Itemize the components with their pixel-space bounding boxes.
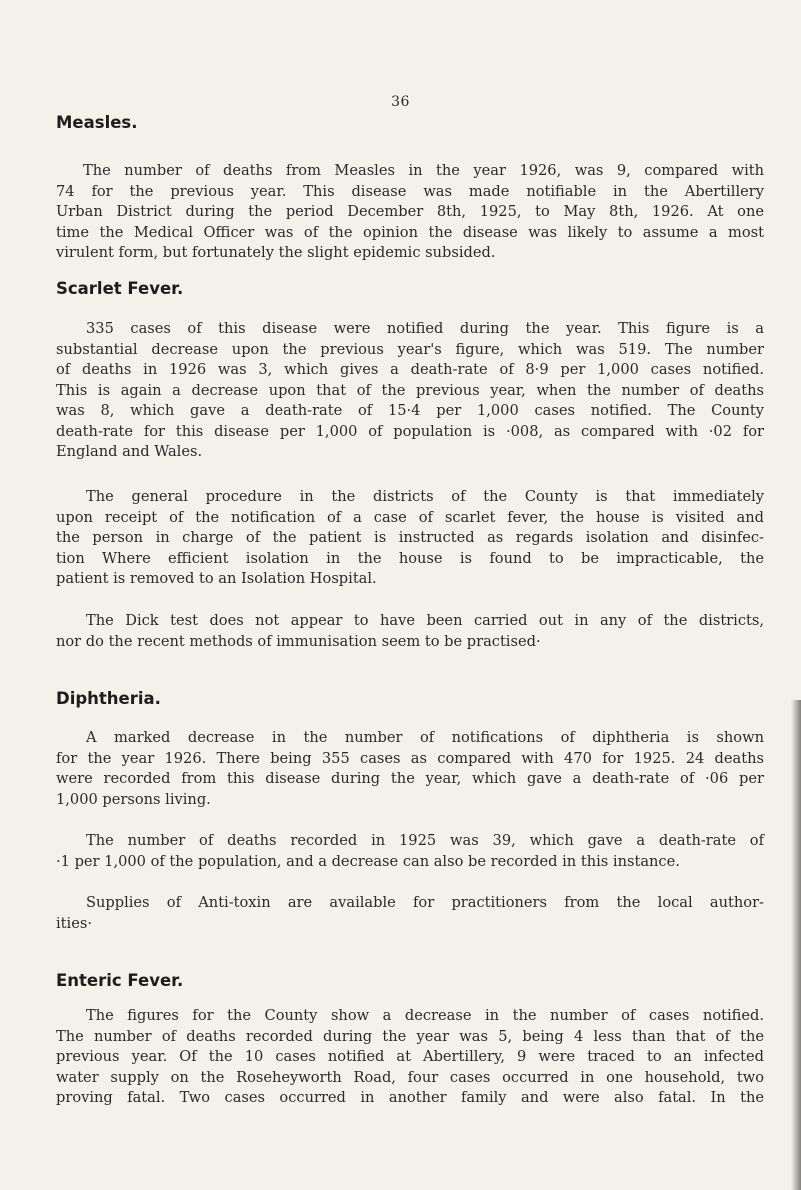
text-line: 74 for the previous year. This disease was made notifiable in the Abertillery xyxy=(56,182,764,200)
page-number: 36 xyxy=(391,94,410,110)
page-edge-shadow xyxy=(791,700,801,1190)
text-line: Urban District during the period December 8th, 1925, to May 8th, 1926. At one xyxy=(56,203,764,220)
text-line: England and Wales. xyxy=(56,443,203,460)
text-line: was 8, which gave a death-rate of 15·4 per 1,000 cases notified. The County xyxy=(56,402,764,419)
text-line: nor do the recent methods of immunisation seem to be practised· xyxy=(56,632,541,650)
paragraph-scarlet-fever-1 xyxy=(56,319,764,463)
text-line: The number of deaths recorded in 1925 was 39, which gave a death-rate of xyxy=(86,832,764,849)
text-line: were recorded from this disease during the year, which gave a death-rate of ·06 per xyxy=(56,770,764,787)
paragraph-enteric-fever-1 xyxy=(56,1006,764,1109)
text-line: for the year 1926. There being 355 cases as compared with 470 for 1925. 24 deaths xyxy=(56,749,764,767)
text-line: The number of deaths from Measles in the year 1926, was 9, compared with xyxy=(83,162,764,179)
text-line: ·1 per 1,000 of the population, and a decrease can also be recorded in this instance. xyxy=(56,852,680,870)
text-line: The Dick test does not appear to have been carried out in any of the districts, xyxy=(86,612,764,629)
text-line: This is again a decrease upon that of the previous year, when the number of deaths xyxy=(56,381,764,399)
text-line: substantial decrease upon the previous year's figure, which was 519. The number xyxy=(56,340,764,358)
text-line: patient is removed to an Isolation Hospital. xyxy=(56,570,377,587)
section-heading-enteric-fever: Enteric Fever. xyxy=(56,971,184,990)
paragraph-diphtheria-1 xyxy=(56,728,764,810)
paragraph-scarlet-fever-3 xyxy=(56,611,764,652)
text-line: upon receipt of the notification of a case of scarlet fever, the house is visited and xyxy=(56,508,764,526)
text-line: The general procedure in the districts of the County is that immediately xyxy=(86,488,764,505)
paragraph-scarlet-fever-2 xyxy=(56,487,764,590)
text-line: virulent form, but fortunately the slight epidemic subsided. xyxy=(56,244,496,261)
section-heading-diphtheria: Diphtheria. xyxy=(56,689,161,708)
text-line: tion Where efficient isolation in the house is found to be impracticable, the xyxy=(56,549,764,567)
text-line: time the Medical Officer was of the opinion the disease was likely to assume a most xyxy=(56,223,764,241)
paragraph-diphtheria-3 xyxy=(56,893,764,934)
text-line: of deaths in 1926 was 3, which gives a death-rate of 8·9 per 1,000 cases notified. xyxy=(56,361,764,378)
text-line: water supply on the Roseheyworth Road, four cases occurred in one household, two xyxy=(56,1068,764,1086)
paragraph-measles-1 xyxy=(56,161,764,264)
text-line: proving fatal. Two cases occurred in another family and were also fatal. In the xyxy=(56,1089,764,1106)
text-line: death-rate for this disease per 1,000 of population is ·008, as compared with ·02 for xyxy=(56,422,764,440)
text-line: the person in charge of the patient is instructed as regards isolation and disinfec- xyxy=(56,529,764,546)
text-line: previous year. Of the 10 cases notified at Abertillery, 9 were traced to an infected xyxy=(56,1048,764,1065)
text-line: 335 cases of this disease were notified during the year. This figure is a xyxy=(86,320,764,337)
text-line: ities· xyxy=(56,914,92,932)
text-line: The number of deaths recorded during the year was 5, being 4 less than that of the xyxy=(56,1027,764,1045)
text-line: 1,000 persons living. xyxy=(56,790,211,808)
text-line: A marked decrease in the number of notifications of diphtheria is shown xyxy=(86,729,764,746)
section-heading-scarlet-fever: Scarlet Fever. xyxy=(56,279,184,298)
text-line: The figures for the County show a decrease in the number of cases notified. xyxy=(86,1007,764,1024)
paragraph-diphtheria-2 xyxy=(56,831,764,872)
section-heading-measles: Measles. xyxy=(56,113,138,132)
text-line: Supplies of Anti-toxin are available for practitioners from the local author- xyxy=(86,894,764,911)
